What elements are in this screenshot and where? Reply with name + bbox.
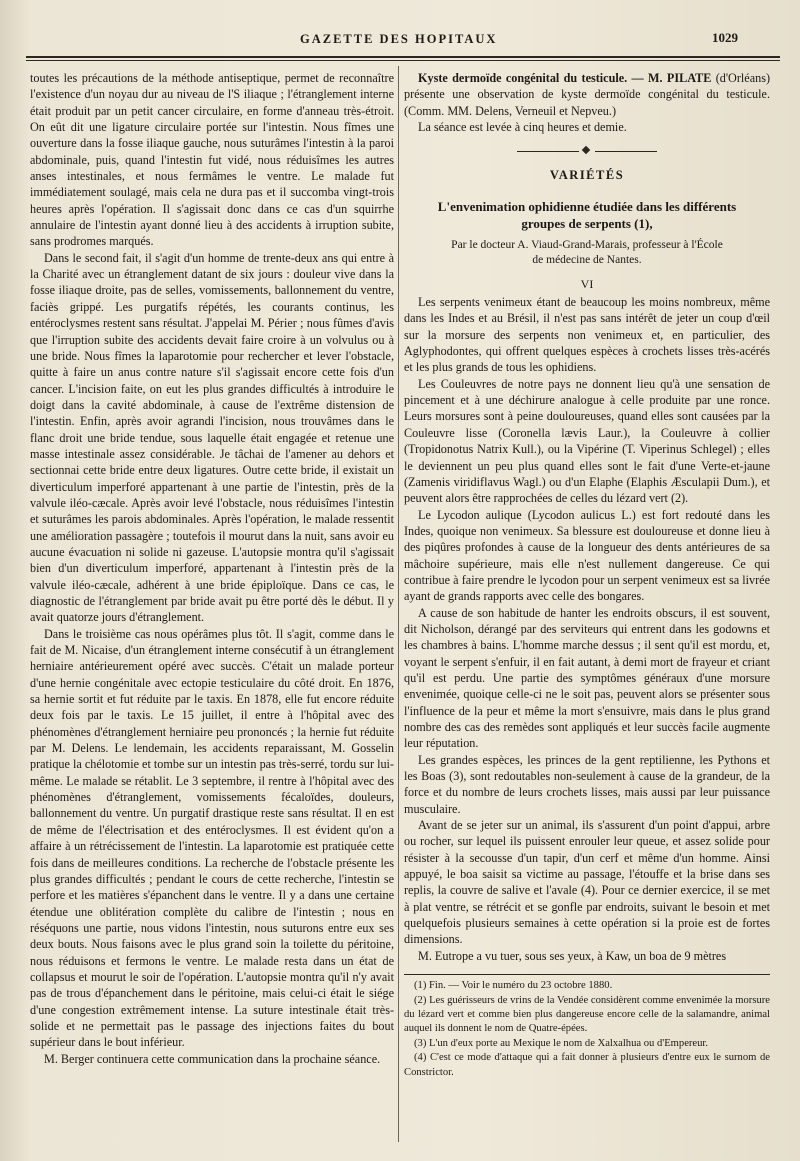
column-divider (398, 66, 399, 1142)
article-byline (404, 238, 770, 268)
article-title (404, 198, 770, 232)
right-paragraph-7: M. Eutrope a vu tuer, sous ses yeux, à Kaw, un boa de 9 mètres (418, 948, 727, 963)
right-paragraph-3: Le Lycodon aulique (Lycodon aulicus L.) est fort redouté dans les Indes, quoique non venimeux. Sa blessure est douloureuse et donne lieu à des piqûres profondes à cause de la longueur des dents antérieures de sa mâchoire supérieure, mais elle n'est nullement dangereuse. Ce qui contribue à faire prendre le lycodon pour un serpent venimeux est sa livrée ayant de grands rapports avec celle des bongares. (404, 507, 770, 604)
cyst-report (404, 70, 770, 119)
right-paragraph-1: Les serpents venimeux étant de beaucoup les moins nombreux, même dans les Indes et au Brésil, il n'est pas sans intérêt de jeter un coup d'œil sur la morsure des serpents non venimeux et, en particulier, des Aglyphodontes, qui offrent quelques espèces à crochets lisses très-acérés et les plus grands de tous les ophidiens. (404, 295, 770, 375)
footnote-4: (4) C'est ce mode d'attaque qui a fait donner à plusieurs d'entre eux le surnom de Constrictor. (404, 1052, 770, 1078)
right-column (404, 70, 770, 1080)
cyst-text: (d'Orléans) présente une observation de kyste dermoïde congénital du testicule. (Comm. MM. Delens, Verneuil et Nepveu.) (404, 71, 771, 118)
header-rule-thin (26, 60, 780, 61)
header-rule (26, 56, 780, 58)
left-paragraph-4: M. Berger continuera cette communication dans la prochaine séance. (44, 1051, 381, 1066)
page-number: 1029 (712, 30, 738, 45)
left-paragraph-2: Dans le second fait, il s'agit d'un homme de trente-deux ans qui entre à la Charité avec un étranglement datant de six jours : douleur vive dans la fosse iliaque droite, pas de selles, vomissements, ballonnement du ventre, faciès grippé. Les purgatifs répétés, les courants continus, les entéroclysmes restent sans résultat. J'appelai M. Périer ; nous fûmes d'avis que l'irruption subite des accidents devait faire croire à un volvulus ou à une bride. Nous fîmes la laparotomie pour rechercher et lever l'obstacle, quitte à faire un anus contre nature s'il s'agissait encore cette fois d'un cancer. L'incision faite, on eut les plus grandes difficultés à introduire le doigt dans la cavité abdominale, à cause de l'extrême distension de l'intestin. Enfin, après avoir agrandi l'incision, nous trouvâmes dans le flanc droit une bride tendue, sous laquelle était engagée et retenue une masse intestinale assez considérable. Je tâchai de l'amener au dehors et sectionnai cette bride entre deux ligatures. Outre cette bride, il existait un diverticulum imperforé appartenant à une partie de l'intestin, près de la valvule iléo-cæcale. Après avoir levé l'obstacle, nous réduisîmes l'intestin et suturâmes les parois abdominales. Après l'opération, le malade ressentit une amélioration passagère ; toutefois il mourut dans la nuit, sans avoir eu aucune évacuation ni solide ni gazeuse. L'autopsie montra qu'il s'agissait bien d'un diverticulum imperforé, appartenant à l'intestin près de la valvule iléo-cæcale, adhérent à une bride épiploïque. Dans ce cas, le diagnostic de l'étranglement par bride avait pu être porté dès le début. Il y avait quatorze jours d'étranglement. (30, 250, 394, 625)
article-title-line-1: L'envenimation ophidienne étudiée dans les différents (437, 198, 737, 214)
session-end: La séance est levée à cinq heures et demie. (418, 120, 627, 135)
right-paragraph-6: Avant de se jeter sur un animal, ils s'assurent d'un point d'appui, arbre ou rocher, sur lequel ils puissent enrouler leur queue, et assez solide pour résister à la secousse d'un tapir, d'un cerf et même d'un homme. Ainsi appuyé, le boa saisit sa victime au passage, l'étouffe et la brise dans ses replis, la couvre de salive et l'avale (4). Pour ce dernier exercice, il se met à plat ventre, se rétrécit et se gonfle par endroits, suivant le besoin et met quelquefois plusieurs semaines à cette opération si la proie est de fortes dimensions. (404, 818, 770, 947)
cyst-title: Kyste dermoïde congénital du testicule. (418, 71, 628, 85)
left-column (30, 70, 394, 1067)
page-header (0, 30, 800, 58)
byline-line-2: de médecine de Nantes. (532, 253, 642, 266)
right-paragraph-2: Les Couleuvres de notre pays ne donnent lieu qu'à une sensation de pincement et à une déchirure analogue à celle produite par une ronce. Leurs morsures sont à peine douloureuses, quand elles sont causées par la Couleuvre lisse (Coronella lævis Laur.), la Couleuvre à collier (Tropidonotus Natrix Kull.), ou la Vipérine (T. Viperinus Schlegel) ; elles le deviennent un peu plus quand elles sont le fait d'une Verte-et-jaune (Zamenis viridiflavus Wagl.) ou d'un Elaphe (Elaphis Æsculapii Dum.), et peuvent alors être rapprochées de celles du lézard vert (2). (404, 376, 770, 506)
byline-line-1: Par le docteur A. Viaud-Grand-Marais, professeur à l'École (451, 238, 723, 251)
footnote-3: (3) L'un d'eux porte au Mexique le nom de Xalxalhua ou d'Empereur. (414, 1037, 709, 1049)
section-ornament (517, 147, 657, 157)
right-paragraph-4: A cause de son habitude de hanter les endroits obscurs, il est souvent, dit Nicholson, dérangé par des serviteurs qui entrent dans les godowns et les chambres à bains. L'homme marche dessus ; il sent qu'il est mordu, et, voyant le serpent s'enfuir, il en fait autant, à demi mort de frayeur et criant qu'il est perdu. Une partie des symptômes généraux d'une morsure envenimée, quoique celle-ci ne le soit pas, peuvent alors se présenter sous l'influence de la peur et même la mort s'ensuivre, mais dans le plus grand nombre des cas des remèdes sont appliqués et leur succès facile augmente leur réputation. (404, 605, 770, 751)
footnote-1: (1) Fin. — Voir le numéro du 23 octobre 1880. (414, 980, 613, 992)
chapter-numeral: VI (580, 276, 594, 291)
cyst-author: — M. PILATE (631, 71, 712, 85)
right-paragraph-5: Les grandes espèces, les princes de la gent reptilienne, les Pythons et les Boas (3), sont redoutables non-seulement à cause de la grandeur, de la force et du nombre de leurs crochets lisses, mais aussi par leur puissance musculaire. (404, 752, 770, 816)
footnotes (404, 974, 770, 1080)
left-paragraph-3: Dans le troisième cas nous opérâmes plus tôt. Il s'agit, comme dans le fait de M. Nicaise, d'un étranglement interne consécutif à un étranglement herniaire antérieurement opéré avec succès. C'était un malade porteur d'une hernie congénitale avec ectopie testiculaire du côté droit. En 1876, sa hernie sortit et fut réduite par le taxis. En 1878, elle fut encore réduite deux fois par le taxis. Le 15 juillet, il entre à l'hôpital avec des phénomènes d'étranglement herniaire peu prononcés ; la hernie fut réduite par M. Delens. Le lendemain, les accidents reparaissant, M. Gosselin pratique la chélotomie et tombe sur un intestin pas très-serré, tordu sur lui-même. Le malade se rétablit. Le 3 septembre, il rentre à l'hôpital avec des phénomènes d'étranglement, vomissements fécaloïdes, douleurs, ballonnement du ventre. Un purgatif drastique reste sans résultat. Il en est de même de l'électrisation et des entéroclysmes. Il est évident qu'on a affaire à un rétrécissement de l'intestin. La laparotomie est pratiquée cette fois dans de meilleures conditions. La recherche de l'obstacle présente les plus grandes difficultés ; pendant le cours de cette recherche, l'intestin se perfore et les matières s'épanchent dans le ventre. Il y a dans une certaine étendue une oblitération complète du calibre de l'intestin ; nous en réséquons une partie, nous vidons l'intestin, nous suturons entre eux ses deux bouts. Nous faisons avec le plus grand soin la toilette du péritoine, nous réduisons et fermons le ventre. Le malade resta dans un état de collapsus et mourut le soir de l'opération. L'autopsie montra qu'il n'y avait pas de trous d'épanchement dans le péritoine, mais celui-ci était le siége d'une congestion extrêmement intense. La suture intestinale était très-solide et ne permettait pas le passage des injections faites du bout supérieur dans le bout inférieur. (30, 626, 394, 1050)
article-title-line-2: groupes de serpents (1), (521, 215, 653, 231)
footnote-2: (2) Les guérisseurs de vrins de la Vendée considèrent comme envenimée la morsure du lézard vert et comme bien plus dangereuse encore celle de la salamandre, animal auquel ils donnent le nom de Quatre-épées. (404, 994, 770, 1035)
section-heading: VARIÉTÉS (549, 168, 625, 183)
running-title: GAZETTE DES HOPITAUX (300, 32, 498, 46)
left-paragraph-1: toutes les précautions de la méthode antiseptique, permet de reconnaître l'existence d'un noyau dur au niveau de l'S iliaque ; l'étranglement interne était produit par un petit cancer circulaire, en forme d'anneau très-étroit. On eût dit une ligature circulaire portée sur l'intestin. Nous fîmes une ouverture dans la fosse iliaque gauche, nous suturâmes l'intestin à la paroi abdominale, puis, quand l'intestin fut vidé, nous réduisîmes les autres anses intestinales, et nous fermâmes le ventre. Le malade fut immédiatement soulagé, mais cela ne dura pas et il succomba vingt-trois heures après l'opération. Il s'agissait donc dans ce cas d'un squirrhe annulaire de l'intestin ayant donné lieu à des accidents à irruption subite, sans prodromes marqués. (30, 71, 394, 249)
